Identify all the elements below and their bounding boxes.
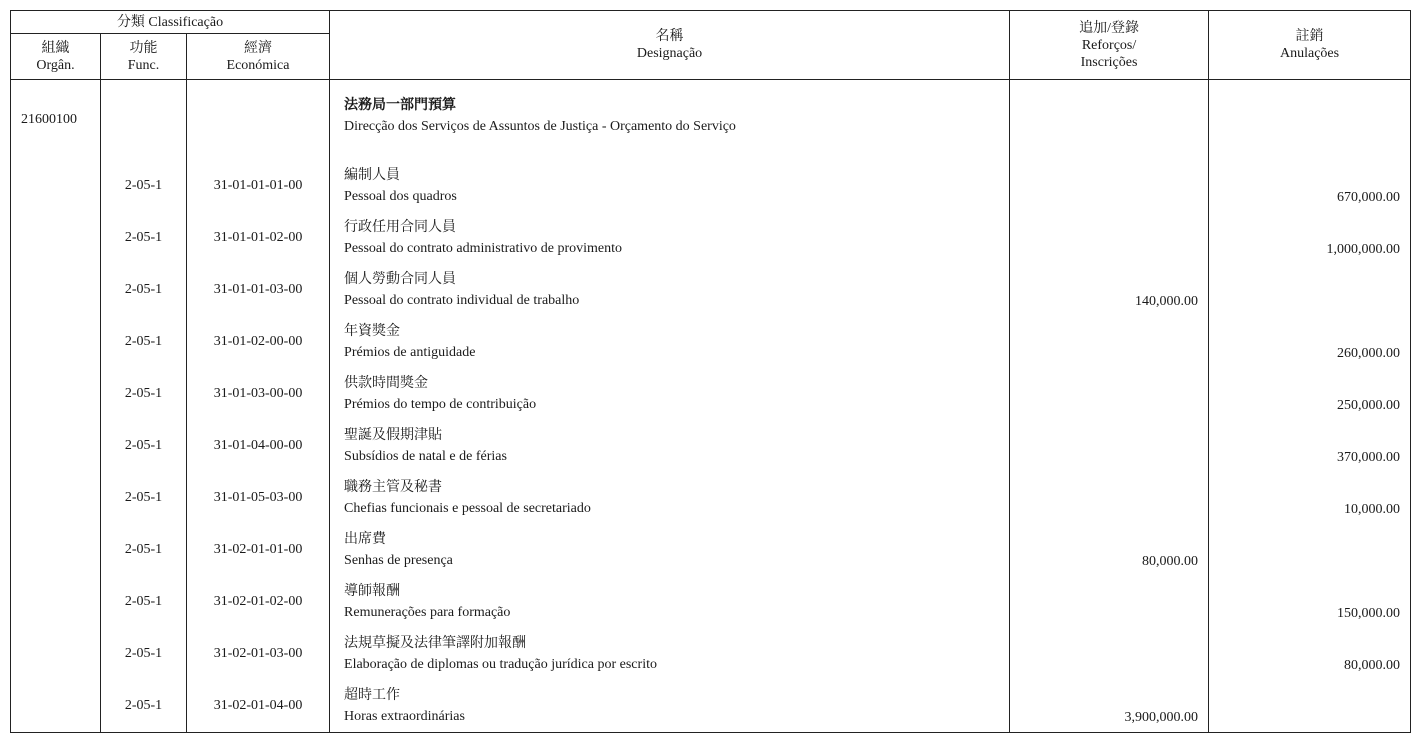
table-row [11, 160, 1411, 212]
designation-pt: Elaboração de diplomas ou tradução jurídica por escrito [344, 657, 657, 672]
designation [330, 420, 1010, 472]
designation-pt: Senhas de presença [344, 553, 453, 568]
organ-code: 21600100 [11, 80, 101, 161]
function-code: 2-05-1 [101, 160, 187, 212]
designation [330, 576, 1010, 628]
designation-zh: 超時工作 [344, 687, 401, 703]
designation [330, 524, 1010, 576]
designation-zh: 編制人員 [344, 167, 401, 183]
designation [330, 212, 1010, 264]
reinforcement-amount [1010, 316, 1209, 368]
designation-pt: Pessoal do contrato administrativo de provimento [344, 241, 623, 256]
table-row [11, 524, 1411, 576]
function-header: 功能 Func. [101, 34, 187, 80]
economic-code: 31-01-02-00-00 [187, 316, 330, 368]
cancellation-amount: 10,000.00 [1209, 472, 1411, 524]
table-row [11, 316, 1411, 368]
economic-code: 31-01-05-03-00 [187, 472, 330, 524]
reinforcement-amount [1010, 368, 1209, 420]
designation [330, 680, 1010, 733]
designation-zh: 聖誕及假期津貼 [344, 427, 443, 443]
designation-zh: 職務主管及秘書 [344, 479, 443, 495]
designation [330, 316, 1010, 368]
economic-code: 31-01-01-02-00 [187, 212, 330, 264]
designation-zh: 法規草擬及法律筆譯附加報酬 [344, 635, 527, 651]
designation-pt: Subsídios de natal e de férias [344, 449, 507, 464]
classification-header: 分類 Classificação [11, 11, 330, 34]
designation-pt: Prémios de antiguidade [344, 345, 476, 360]
budget-title-pt: Direcção dos Serviços de Assuntos de Justiça - Orçamento do Serviço [344, 119, 736, 134]
economic-code: 31-02-01-04-00 [187, 680, 330, 733]
designation-zh: 年資獎金 [344, 323, 401, 339]
table-row [11, 680, 1411, 733]
designation [330, 472, 1010, 524]
designation-pt: Pessoal do contrato individual de trabalho [344, 293, 580, 308]
cancellation-amount: 80,000.00 [1209, 628, 1411, 680]
table-row [11, 264, 1411, 316]
reinforcement-amount: 3,900,000.00 [1010, 680, 1209, 733]
designation-header: 名稱 Designação [330, 11, 1010, 80]
function-code: 2-05-1 [101, 264, 187, 316]
reinforcement-amount [1010, 212, 1209, 264]
economic-code: 31-01-01-03-00 [187, 264, 330, 316]
reinforcement-header: 追加/登錄 Reforços/ Inscrições [1010, 11, 1209, 80]
function-code: 2-05-1 [101, 472, 187, 524]
budget-title [330, 80, 1010, 161]
budget-title-row [11, 80, 1411, 161]
cancellation-amount: 250,000.00 [1209, 368, 1411, 420]
reinforcement-amount: 80,000.00 [1010, 524, 1209, 576]
designation-zh: 導師報酬 [344, 583, 401, 599]
table-row [11, 368, 1411, 420]
function-code: 2-05-1 [101, 680, 187, 733]
economic-header: 經濟 Económica [187, 34, 330, 80]
table-row [11, 420, 1411, 472]
cancellation-amount: 1,000,000.00 [1209, 212, 1411, 264]
designation [330, 628, 1010, 680]
function-code: 2-05-1 [101, 212, 187, 264]
designation-pt: Remunerações para formação [344, 605, 511, 620]
reinforcement-amount [1010, 628, 1209, 680]
table-row [11, 212, 1411, 264]
cancellation-amount: 150,000.00 [1209, 576, 1411, 628]
reinforcement-amount [1010, 420, 1209, 472]
reinforcement-amount: 140,000.00 [1010, 264, 1209, 316]
reinforcement-amount [1010, 472, 1209, 524]
budget-table [10, 10, 1411, 733]
organ-header: 組織 Orgân. [11, 34, 101, 80]
cancellation-header: 註銷 Anulações [1209, 11, 1411, 80]
designation [330, 264, 1010, 316]
cancellation-amount [1209, 680, 1411, 733]
designation-zh: 出席費 [344, 531, 387, 547]
economic-code: 31-02-01-01-00 [187, 524, 330, 576]
function-code: 2-05-1 [101, 576, 187, 628]
designation-pt: Chefias funcionais e pessoal de secretariado [344, 501, 591, 516]
economic-code: 31-02-01-02-00 [187, 576, 330, 628]
cancellation-amount: 370,000.00 [1209, 420, 1411, 472]
function-code: 2-05-1 [101, 316, 187, 368]
function-code: 2-05-1 [101, 524, 187, 576]
budget-title-zh: 法務局一部門預算 [344, 97, 457, 113]
designation-zh: 行政任用合同人員 [344, 219, 457, 235]
economic-code: 31-02-01-03-00 [187, 628, 330, 680]
designation-zh: 個人勞動合同人員 [344, 271, 457, 287]
table-row [11, 472, 1411, 524]
table-row [11, 576, 1411, 628]
cancellation-amount [1209, 264, 1411, 316]
function-code: 2-05-1 [101, 368, 187, 420]
economic-code: 31-01-03-00-00 [187, 368, 330, 420]
economic-code: 31-01-04-00-00 [187, 420, 330, 472]
table-body [11, 80, 1411, 733]
reinforcement-amount [1010, 576, 1209, 628]
designation-zh: 供款時間獎金 [344, 375, 429, 391]
cancellation-amount [1209, 524, 1411, 576]
reinforcement-amount [1010, 160, 1209, 212]
designation [330, 368, 1010, 420]
table-row [11, 628, 1411, 680]
function-code: 2-05-1 [101, 628, 187, 680]
designation-pt: Prémios do tempo de contribuição [344, 397, 537, 412]
cancellation-amount: 670,000.00 [1209, 160, 1411, 212]
economic-code: 31-01-01-01-00 [187, 160, 330, 212]
function-code: 2-05-1 [101, 420, 187, 472]
designation [330, 160, 1010, 212]
cancellation-amount: 260,000.00 [1209, 316, 1411, 368]
designation-pt: Pessoal dos quadros [344, 189, 457, 204]
designation-pt: Horas extraordinárias [344, 709, 465, 724]
